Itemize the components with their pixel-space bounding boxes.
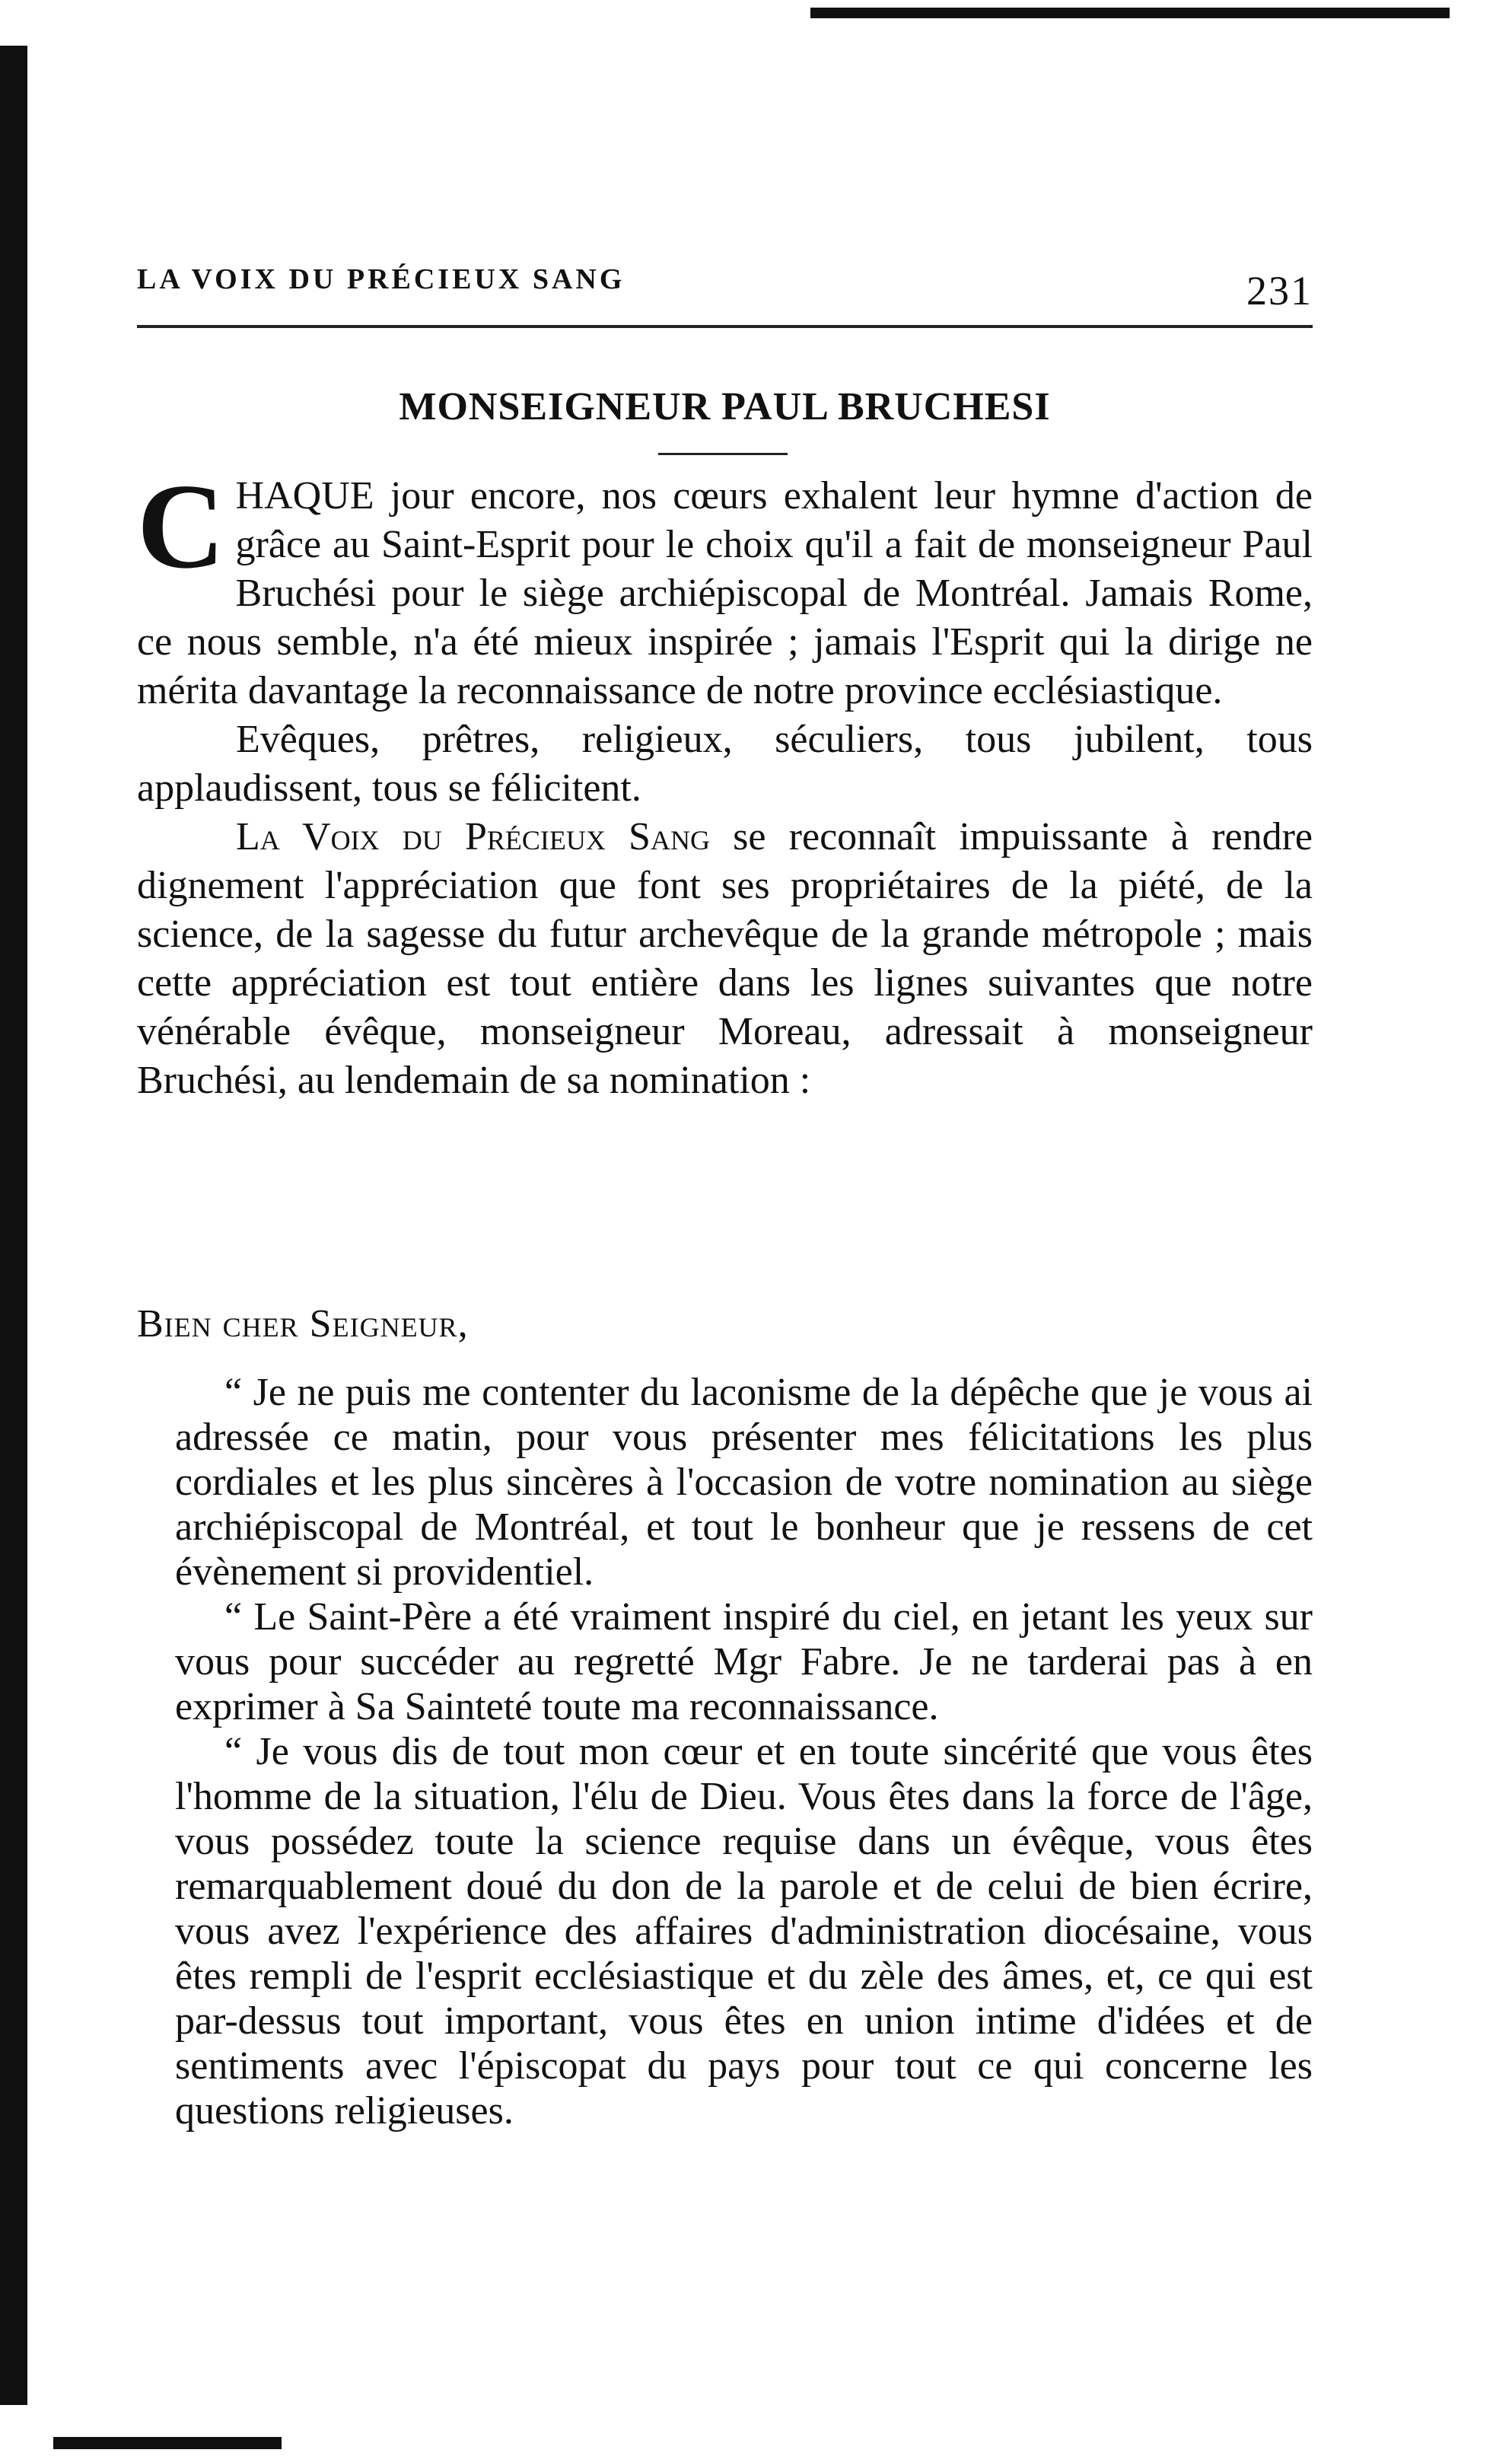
paragraph-1-text: HAQUE jour encore, nos cœurs exhalent leur hymne d'action de grâce au Saint-Esprit pour le choix qu'il a fait de monseigneur Paul Bruchési pour le siège archiépiscopal de Montréal. Jamais Rome, ce nous semble, n'a été mieux inspirée ; jamais l'Esprit qui la dirige ne mérita davantage la reconnaissance de notre province ecclésiastique. xyxy=(137,474,1313,712)
paragraph-3 xyxy=(137,813,1313,1105)
drop-cap: C xyxy=(137,458,225,594)
page-number: 231 xyxy=(1246,268,1313,314)
scan-edge-top xyxy=(810,8,1450,18)
scan-edge-left xyxy=(0,46,27,2405)
letter-paragraph-2 xyxy=(137,1594,1313,1729)
page-title: MONSEIGNEUR PAUL BRUCHESI xyxy=(399,385,1051,428)
letter-paragraph-2-text: Le Saint-Père a été vraiment inspiré du ciel, en jetant les yeux sur vous pour succéder au regretté Mgr Fabre. Je ne tarderai pas à en exprimer à Sa Sainteté toute ma reconnaissance. xyxy=(175,1595,1313,1728)
letter-paragraph-1-text: Je ne puis me contenter du laconisme de la dépêche que je vous ai adressée ce matin, pour vous présenter mes félicitations les plus cordiales et les plus sincères à l'occasion de votre nomination au siège archiépiscopal de Montréal, et tout le bonheur que je ressens de cet évènement si providentiel. xyxy=(175,1371,1313,1594)
quote-mark: “ xyxy=(224,1595,243,1639)
journal-name: La Voix du Précieux Sang xyxy=(236,815,710,858)
page-header xyxy=(137,263,1313,323)
letter-body xyxy=(137,1370,1313,2133)
paragraph-1 xyxy=(137,458,1313,715)
quote-mark: “ xyxy=(224,1371,243,1414)
letter-paragraph-3 xyxy=(137,1729,1313,2133)
scan-edge-bottom xyxy=(53,2437,282,2449)
running-head: LA VOIX DU PRÉCIEUX SANG xyxy=(137,263,625,295)
paragraph-2: Evêques, prêtres, religieux, séculiers, tous jubilent, tous applaudissent, tous se félicitent. xyxy=(137,718,1313,810)
letter-salutation: Bien cher Seigneur, xyxy=(137,1302,469,1346)
article-body xyxy=(137,458,1313,1105)
quote-mark: “ xyxy=(224,1730,243,1773)
letter-paragraph-3-text: Je vous dis de tout mon cœur et en toute sincérité que vous êtes l'homme de la situation, l'élu de Dieu. Vous êtes dans la force de l'âge, vous possédez toute la science requise dans un évêque, vous êtes remarquablement doué du don de la parole et de celui de bien écrire, vous avez l'expérience des affaires d'administration diocésaine, vous êtes rempli de l'esprit ecclésiastique et du zèle des âmes, et, ce qui est par-dessus tout important, vous êtes en union intime d'idées et de sentiments avec l'épiscopat du pays pour tout ce qui concerne les questions religieuses. xyxy=(175,1730,1313,2133)
paragraph-3-text: se reconnaît impuissante à rendre dignement l'appréciation que font ses propriétaires de la piété, de la science, de la sagesse du futur archevêque de la grande métropole ; mais cette appréciation est tout entière dans les lignes suivantes que notre vénérable évêque, monseigneur Moreau, adressait à monseigneur Bruchési, au lendemain de sa nomination : xyxy=(137,815,1313,1102)
title-rule xyxy=(658,453,788,455)
letter-paragraph-1 xyxy=(137,1370,1313,1594)
header-rule xyxy=(137,325,1313,328)
